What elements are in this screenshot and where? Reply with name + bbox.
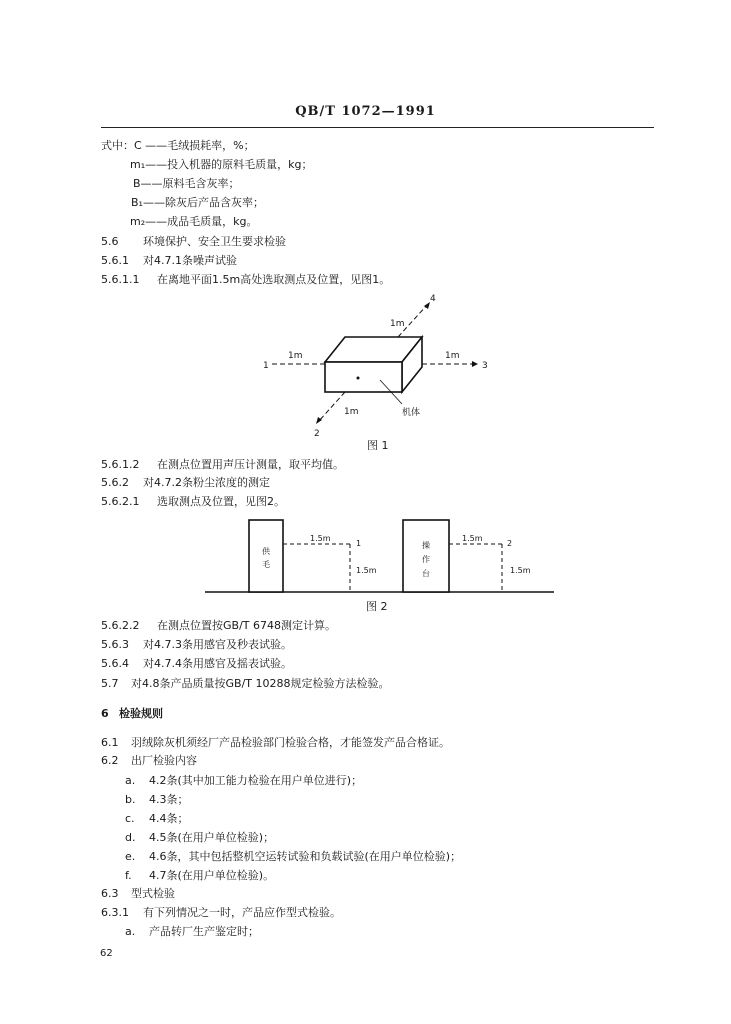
figure-2 bbox=[200, 512, 560, 614]
clause bbox=[101, 495, 285, 509]
clause-text: 选取测点及位置，见图2。 bbox=[157, 495, 285, 508]
feeder-label-2: 毛 bbox=[262, 560, 270, 569]
axis-down bbox=[318, 392, 345, 422]
clause bbox=[101, 273, 390, 287]
clause-text: 在测点位置用声压计测量，取平均值。 bbox=[157, 458, 344, 471]
list-item bbox=[125, 831, 274, 845]
clause-number: 5.6 bbox=[101, 235, 119, 248]
clause-text: 在测点位置按GB/T 6748测定计算。 bbox=[157, 619, 336, 632]
dist-label-left: 1m bbox=[288, 351, 303, 361]
point-label-1: 1 bbox=[356, 539, 362, 548]
formula-var: m₁——投入机器的原料毛质量，kg； bbox=[130, 158, 313, 171]
clause bbox=[101, 235, 286, 249]
clause bbox=[101, 254, 237, 268]
clause-text: 对4.7.2条粉尘浓度的测定 bbox=[143, 476, 270, 489]
dim-v-label-2: 1.5m bbox=[510, 566, 531, 575]
point-label-1: 1 bbox=[263, 361, 269, 371]
clause bbox=[101, 619, 336, 633]
list-item bbox=[125, 774, 362, 788]
formula-var: B——原料毛含灰率； bbox=[133, 177, 240, 190]
list-item bbox=[125, 925, 259, 939]
list-item bbox=[125, 869, 274, 883]
dim-h-label-2: 1.5m bbox=[462, 534, 483, 543]
clause-text: 型式检验 bbox=[131, 887, 175, 900]
clause-text: 对4.8条产品质量按GB/T 10288规定检验方法检验。 bbox=[131, 677, 390, 690]
document-header: QB/T 1072—1991 bbox=[295, 104, 436, 119]
console-label-2: 作 bbox=[422, 555, 430, 564]
dim-v-label-1: 1.5m bbox=[356, 566, 377, 575]
feeder-box bbox=[249, 520, 283, 592]
list-item-marker: c. bbox=[125, 812, 135, 825]
clause-number: 5.6.3 bbox=[101, 638, 129, 651]
clause-number: 6.3.1 bbox=[101, 906, 129, 919]
console-label-1: 操 bbox=[422, 541, 430, 550]
clause bbox=[101, 458, 344, 472]
clause-number: 5.6.1.1 bbox=[101, 273, 140, 286]
dim-h-label-1: 1.5m bbox=[310, 534, 331, 543]
list-item bbox=[125, 850, 461, 864]
clause bbox=[101, 638, 292, 652]
list-item-text: 4.6条，其中包括整机空运转试验和负载试验(在用户单位检验)； bbox=[149, 850, 462, 863]
clause-number: 6.3 bbox=[101, 887, 119, 900]
clause-text: 出厂检验内容 bbox=[131, 754, 197, 767]
clause bbox=[101, 677, 389, 691]
section-title: 检验规则 bbox=[119, 707, 163, 720]
clause-text: 羽绒除灰机须经厂产品检验部门检验合格，才能签发产品合格证。 bbox=[131, 736, 450, 749]
clause-number: 5.6.1.2 bbox=[101, 458, 140, 471]
clause-number: 6.1 bbox=[101, 736, 119, 749]
machine-box-front bbox=[325, 362, 402, 392]
figure-2-caption: 图 2 bbox=[366, 600, 388, 613]
clause bbox=[101, 657, 292, 671]
clause bbox=[101, 887, 175, 901]
clause bbox=[101, 476, 270, 490]
point-label-3: 3 bbox=[482, 361, 488, 371]
arrow-right bbox=[472, 361, 478, 367]
list-item-marker: e. bbox=[125, 850, 136, 863]
clause-text: 对4.7.3条用感官及秒表试验。 bbox=[143, 638, 292, 651]
dist-label-right: 1m bbox=[445, 351, 460, 361]
clause-number: 5.6.2 bbox=[101, 476, 129, 489]
list-item-text: 4.7条(在用户单位检验)。 bbox=[149, 869, 275, 882]
list-item-marker: b. bbox=[125, 793, 136, 806]
clause-number: 5.6.4 bbox=[101, 657, 129, 670]
list-item-marker: a. bbox=[125, 925, 136, 938]
point-label-4: 4 bbox=[430, 294, 436, 304]
list-item-marker: a. bbox=[125, 774, 136, 787]
point-label-2: 2 bbox=[507, 539, 513, 548]
header-rule bbox=[101, 127, 654, 128]
list-item bbox=[125, 793, 189, 807]
clause bbox=[101, 754, 197, 768]
clause bbox=[101, 736, 450, 750]
figure-1 bbox=[250, 292, 510, 450]
figure-1-caption: 图 1 bbox=[367, 439, 389, 450]
list-item-text: 4.2条(其中加工能力检验在用户单位进行)； bbox=[149, 774, 363, 787]
clause-number: 5.6.2.2 bbox=[101, 619, 140, 632]
clause-number: 5.6.2.1 bbox=[101, 495, 140, 508]
section-number: 6 bbox=[101, 707, 109, 720]
clause-number: 5.6.1 bbox=[101, 254, 129, 267]
clause-number: 5.7 bbox=[101, 677, 119, 690]
clause-text: 对4.7.1条噪声试验 bbox=[143, 254, 237, 267]
feeder-label-1: 供 bbox=[262, 547, 270, 556]
clause-text: 环境保护、安全卫生要求检验 bbox=[143, 235, 286, 248]
list-item-text: 4.3条； bbox=[149, 793, 189, 806]
clause-text: 有下列情况之一时，产品应作型式检验。 bbox=[143, 906, 341, 919]
dist-label-down: 1m bbox=[344, 407, 359, 417]
clause-text: 在离地平面1.5m高处选取测点及位置，见图1。 bbox=[157, 273, 391, 286]
list-item-text: 产品转厂生产鉴定时； bbox=[149, 925, 259, 938]
clause-text: 对4.7.4条用感官及摇表试验。 bbox=[143, 657, 292, 670]
clause-number: 6.2 bbox=[101, 754, 119, 767]
dist-label-up: 1m bbox=[390, 319, 405, 329]
list-item-text: 4.4条； bbox=[149, 812, 189, 825]
page-number: 62 bbox=[100, 948, 113, 959]
formula-var: B₁——除灰后产品含灰率； bbox=[131, 196, 264, 209]
list-item bbox=[125, 812, 189, 826]
machine-label: 机体 bbox=[402, 408, 421, 418]
formula-var: 式中：C ——毛绒损耗率，%； bbox=[101, 139, 255, 152]
list-item-marker: d. bbox=[125, 831, 136, 844]
list-item-marker: f. bbox=[125, 869, 132, 882]
point-label-2: 2 bbox=[314, 429, 320, 439]
clause bbox=[101, 906, 341, 920]
formula-var: m₂——成品毛质量，kg。 bbox=[130, 215, 258, 228]
console-label-3: 台 bbox=[422, 569, 430, 578]
list-item-text: 4.5条(在用户单位检验)； bbox=[149, 831, 275, 844]
section-heading bbox=[101, 707, 163, 721]
